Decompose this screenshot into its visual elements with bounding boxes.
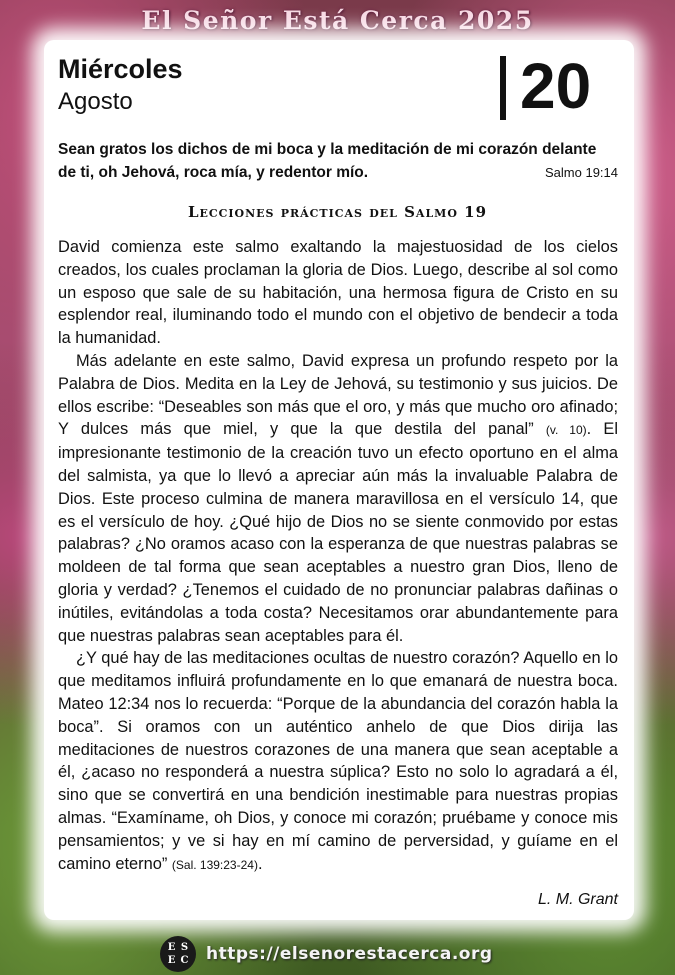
paragraph-2: Más adelante en este salmo, David expresa un profundo respeto por la Palabra de Dios. Medita en la Ley de Jehová, su testimonio y sus juicios. De ellos escribe: “Deseables son más que el oro, y más que mucho oro afinado; Y dulces más que miel, y que la que destila del panal” (v. 10). El impresionante testimonio de la creación tuvo un efecto oportuno en el alma del salmista, ya que lo llevó a apreciar aún más la invaluable Palabra de Dios. Este proceso culmina de manera maravillosa en el versículo 14, que es el versículo de hoy. ¿Qué hijo de Dios no se siente conmovido por estas palabras? ¿No oramos acaso con la esperanza de que nuestras palabras se moldeen de tal forma que sean aceptables a nuestro gran Dios, lleno de gloria y verdad? ¿Tenemos el cuidado de no pronunciar palabras dañinas o inútiles, evitándolas a toda costa? Necesitamos orar abundantemente para que nuestras palabras sean aceptables para él. bbox=[58, 351, 618, 645]
inline-reference: (v. 10) bbox=[545, 423, 587, 438]
website-link[interactable]: https://elsenorestacerca.org bbox=[206, 944, 493, 964]
verse-reference: Salmo 19:14 bbox=[545, 165, 618, 180]
verse-of-the-day: Sean gratos los dichos de mi boca y la meditación de mi corazón delante de ti, oh Jehová, roca mía, y redentor mío. bbox=[58, 141, 597, 181]
calendar-banner-title: El Señor Está Cerca 2025 bbox=[141, 6, 534, 35]
meditation-body bbox=[58, 236, 618, 876]
date-divider bbox=[500, 56, 506, 120]
footer bbox=[160, 936, 493, 972]
month-label: Agosto bbox=[58, 88, 133, 115]
day-number: 20 bbox=[520, 50, 592, 122]
publisher-logo: E S E C bbox=[160, 936, 196, 972]
meditation-title: Lecciones prácticas del Salmo 19 bbox=[187, 203, 488, 221]
weekday-label: Miércoles bbox=[58, 54, 183, 84]
paragraph-1: David comienza este salmo exaltando la majestuosidad de los cielos creados, los cuales proclaman la gloria de Dios. Luego, describe al sol como un esposo que sale de su habitación, una hermosa figura de Cristo en su esplendor real, iluminando todo el mundo con el objetivo de bendecir a toda la humanidad. bbox=[58, 238, 618, 348]
inline-reference: (Sal. 139:23-24) bbox=[171, 857, 258, 872]
author-signature: L. M. Grant bbox=[537, 891, 618, 908]
paragraph-3: ¿Y qué hay de las meditaciones ocultas de nuestro corazón? Aquello en lo que meditamos influirá profundamente en lo que emanará de nuestra boca. Mateo 12:34 nos lo recuerda: “Porque de la abundancia del corazón habla la boca”. Si oramos con un auténtico anhelo de que Dios dirija las meditaciones de nuestros corazones de una manera que sean aceptable a él, ¿acaso no responderá a nuestra súplica? Esto no solo lo agradará a él, sino que se convertirá en una bendición inestimable para nuestras propias almas. “Examíname, oh Dios, y conoce mi corazón; pruébame y conoce mis pensamientos; y ve si hay en mí camino de perversidad, y guíame en el camino eterno” (Sal. 139:23-24). bbox=[58, 649, 618, 873]
